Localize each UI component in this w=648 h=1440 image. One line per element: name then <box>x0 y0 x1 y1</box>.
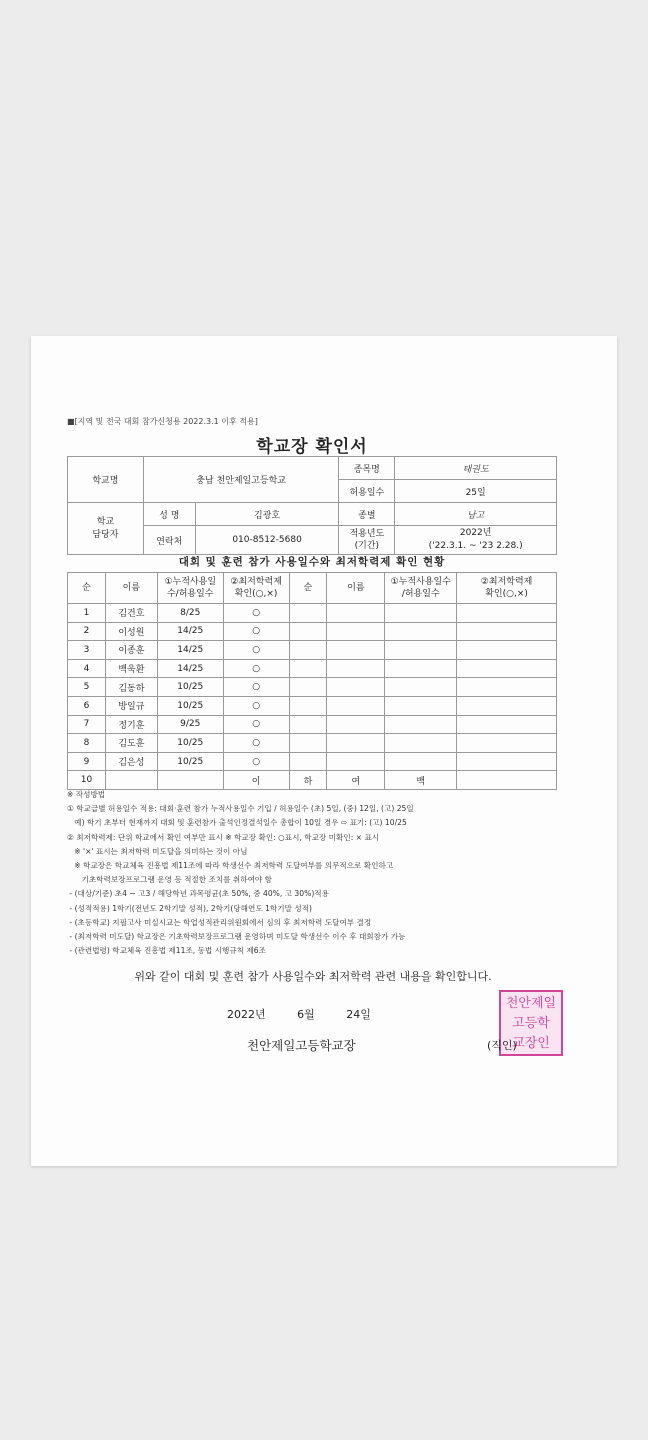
empty-cell <box>327 678 385 697</box>
row-days: 10/25 <box>157 678 223 697</box>
blank-mark: 여 <box>327 771 385 790</box>
empty-cell <box>385 604 457 623</box>
note-line: ② 최저학력제: 단위 학교에서 확인 여부만 표시 ※ 학교장 확인: ○표시, 학교장 미확인: × 표시 <box>67 832 380 842</box>
empty-cell <box>457 696 557 715</box>
empty-cell <box>457 715 557 734</box>
empty-cell <box>327 659 385 678</box>
table-row <box>68 604 557 623</box>
row-check: ○ <box>223 678 289 697</box>
header-cell: ②최저학력제 확인(○,×) <box>223 573 289 604</box>
empty-cell <box>457 734 557 753</box>
header-cell: 이름 <box>105 573 157 604</box>
empty-cell <box>327 641 385 660</box>
header-cell: 순 <box>68 573 106 604</box>
row-no: 2 <box>68 622 106 641</box>
row-check: ○ <box>223 715 289 734</box>
empty-cell <box>289 641 327 660</box>
table-row <box>68 641 557 660</box>
empty-cell <box>385 752 457 771</box>
sport-label: 종목명 <box>339 457 395 480</box>
row-name: 김은성 <box>105 752 157 771</box>
row-no: 9 <box>68 752 106 771</box>
seal-label: (직인) <box>487 1039 517 1052</box>
table-row <box>68 622 557 641</box>
empty-cell <box>457 771 557 790</box>
row-name: 이성원 <box>105 622 157 641</box>
empty-cell <box>327 604 385 623</box>
row-days: 10/25 <box>157 752 223 771</box>
row-check: ○ <box>223 659 289 678</box>
staff-name: 김광호 <box>195 503 339 526</box>
row-no: 1 <box>68 604 106 623</box>
header-cell: ①누적사용일수 /허용일수 <box>385 573 457 604</box>
blank-mark: 이 <box>223 771 289 790</box>
header-cell: 순 <box>289 573 327 604</box>
row-days <box>157 771 223 790</box>
table-row <box>68 678 557 697</box>
contact-label: 연락처 <box>143 526 195 555</box>
note-line: 기초학력보장프로그램 운영 등 적절한 조치를 취하여야 함 <box>67 875 273 885</box>
note-line: ① 학교급별 허용일수 적용: 대회·훈련 참가 누적사용일수 기입 / 허용일수 (초) 5일, (중) 12일, (고) 25일 <box>67 804 414 814</box>
empty-cell <box>327 622 385 641</box>
empty-cell <box>289 715 327 734</box>
empty-cell <box>385 715 457 734</box>
empty-cell <box>457 641 557 660</box>
empty-cell <box>327 734 385 753</box>
note-line: ※ 학교장은 학교체육 진흥법 제11조에 따라 학생선수 최저학력 도달여부를 의무적으로 확인하고 <box>67 861 394 871</box>
row-check: ○ <box>223 641 289 660</box>
empty-cell <box>385 622 457 641</box>
staff-label: 학교 담당자 <box>68 503 144 555</box>
row-check: ○ <box>223 696 289 715</box>
header-cell: 이름 <box>327 573 385 604</box>
empty-cell <box>289 659 327 678</box>
school-name: 충남 천안제일고등학교 <box>143 457 339 503</box>
empty-cell <box>457 752 557 771</box>
empty-cell <box>385 696 457 715</box>
row-no: 7 <box>68 715 106 734</box>
row-days: 14/25 <box>157 622 223 641</box>
period-value: ('22.3.1. ~ '23 2.28.) <box>428 541 523 551</box>
row-no: 6 <box>68 696 106 715</box>
table-row <box>68 715 557 734</box>
empty-cell <box>385 641 457 660</box>
school-label: 학교명 <box>68 457 144 503</box>
empty-cell <box>289 734 327 753</box>
row-name: 김동하 <box>105 678 157 697</box>
note-line: - (관련법령) 학교체육 진흥법 제11조, 동법 시행규칙 제6조 <box>67 946 266 956</box>
contact-value: 010-8512-5680 <box>195 526 339 555</box>
note-line: - (초등학교) 지필고사 미실시교는 학업성적관리위원회에서 심의 후 최저학력 도달여부 결정 <box>67 917 372 927</box>
usage-table-header <box>68 573 557 604</box>
note-line: 예) 학기 초부터 현재까지 대회 및 훈련참가 출석인정결석일수 총합이 10일 경우 ⇨ 표기: (고) 10/25 <box>67 818 407 828</box>
note-line: - (최저학력 미도달) 학교장은 기초학력보장프로그램 운영하며 미도달 학생선수 이수 후 대회참가 가능 <box>67 932 406 942</box>
row-name <box>105 771 157 790</box>
row-days: 10/25 <box>157 696 223 715</box>
table-row <box>68 752 557 771</box>
date-month: 6월 <box>297 1008 315 1021</box>
row-name: 김건호 <box>105 604 157 623</box>
allowed-days-value: 25일 <box>395 480 557 503</box>
gender-value: 남고 <box>395 503 557 526</box>
info-table <box>67 456 557 555</box>
row-name: 김도훈 <box>105 734 157 753</box>
gender-label: 종별 <box>339 503 395 526</box>
confirm-statement: 위와 같이 대회 및 훈련 참가 사용일수와 최저학력 관련 내용을 확인합니다. <box>134 970 492 983</box>
row-days: 10/25 <box>157 734 223 753</box>
empty-cell <box>289 678 327 697</box>
header-cell: ①누적사용일 수/허용일수 <box>157 573 223 604</box>
blank-mark: 하 <box>289 771 327 790</box>
empty-cell <box>289 696 327 715</box>
empty-cell <box>385 734 457 753</box>
header-cell: ②최저학력제 확인(○,×) <box>457 573 557 604</box>
row-no: 8 <box>68 734 106 753</box>
section-title: 대회 및 훈련 참가 사용일수와 최저학력제 확인 현황 <box>178 556 446 568</box>
table-row <box>68 696 557 715</box>
empty-cell <box>385 678 457 697</box>
row-check: ○ <box>223 604 289 623</box>
empty-cell <box>289 604 327 623</box>
row-name: 정기훈 <box>105 715 157 734</box>
year-label: 적용년도 (기간) <box>339 526 395 555</box>
note-line: ※ '×' 표시는 최저학력 미도달을 의미하는 것이 아님 <box>67 846 248 856</box>
empty-cell <box>327 752 385 771</box>
table-row <box>68 771 557 790</box>
sport-value: 태권도 <box>395 457 557 480</box>
document-page <box>31 336 617 1166</box>
empty-cell <box>457 622 557 641</box>
empty-cell <box>457 659 557 678</box>
document-title: 학교장 확인서 <box>256 437 368 457</box>
seal-line-3: 교장인 <box>512 1036 550 1051</box>
row-check: ○ <box>223 752 289 771</box>
row-no: 5 <box>68 678 106 697</box>
row-days: 14/25 <box>157 641 223 660</box>
row-days: 9/25 <box>157 715 223 734</box>
row-no: 3 <box>68 641 106 660</box>
note-line: - (대상/기준) 초4 ~ 고3 / 해당학년 과목평균(초 50%, 중 40%, 고 30%)적용 <box>67 889 329 899</box>
seal-line-2: 고등학 <box>512 1016 550 1031</box>
table-row <box>68 734 557 753</box>
header-note: ■[지역 및 전국 대회 참가신청용 2022.3.1 이후 적용] <box>67 417 258 426</box>
row-name: 백욱환 <box>105 659 157 678</box>
row-no: 10 <box>68 771 106 790</box>
note-line: ※ 작성방법 <box>67 790 106 799</box>
note-line: - (성적적용) 1학기(전년도 2학기말 성적), 2학기(당해연도 1학기말 성적) <box>67 903 312 913</box>
date-year: 2022년 <box>227 1008 266 1021</box>
empty-cell <box>327 696 385 715</box>
row-days: 14/25 <box>157 659 223 678</box>
empty-cell <box>327 715 385 734</box>
blank-mark: 백 <box>385 771 457 790</box>
seal-line-1: 천안제일 <box>505 996 557 1011</box>
staff-name-label: 성 명 <box>143 503 195 526</box>
empty-cell <box>457 678 557 697</box>
table-row <box>68 659 557 678</box>
notes-section <box>67 788 567 958</box>
empty-cell <box>385 659 457 678</box>
year-cell <box>395 526 557 555</box>
row-days: 8/25 <box>157 604 223 623</box>
row-check: ○ <box>223 734 289 753</box>
row-name: 이종훈 <box>105 641 157 660</box>
principal-title: 천안제일고등학교장 <box>247 1038 356 1053</box>
empty-cell <box>289 752 327 771</box>
usage-table <box>67 572 557 790</box>
date-day: 24일 <box>346 1008 371 1021</box>
year-value: 2022년 <box>459 528 492 538</box>
row-name: 방일규 <box>105 696 157 715</box>
row-no: 4 <box>68 659 106 678</box>
issue-date <box>227 1006 399 1022</box>
empty-cell <box>289 622 327 641</box>
row-check: ○ <box>223 622 289 641</box>
allowed-days-label: 허용일수 <box>339 480 395 503</box>
empty-cell <box>457 604 557 623</box>
